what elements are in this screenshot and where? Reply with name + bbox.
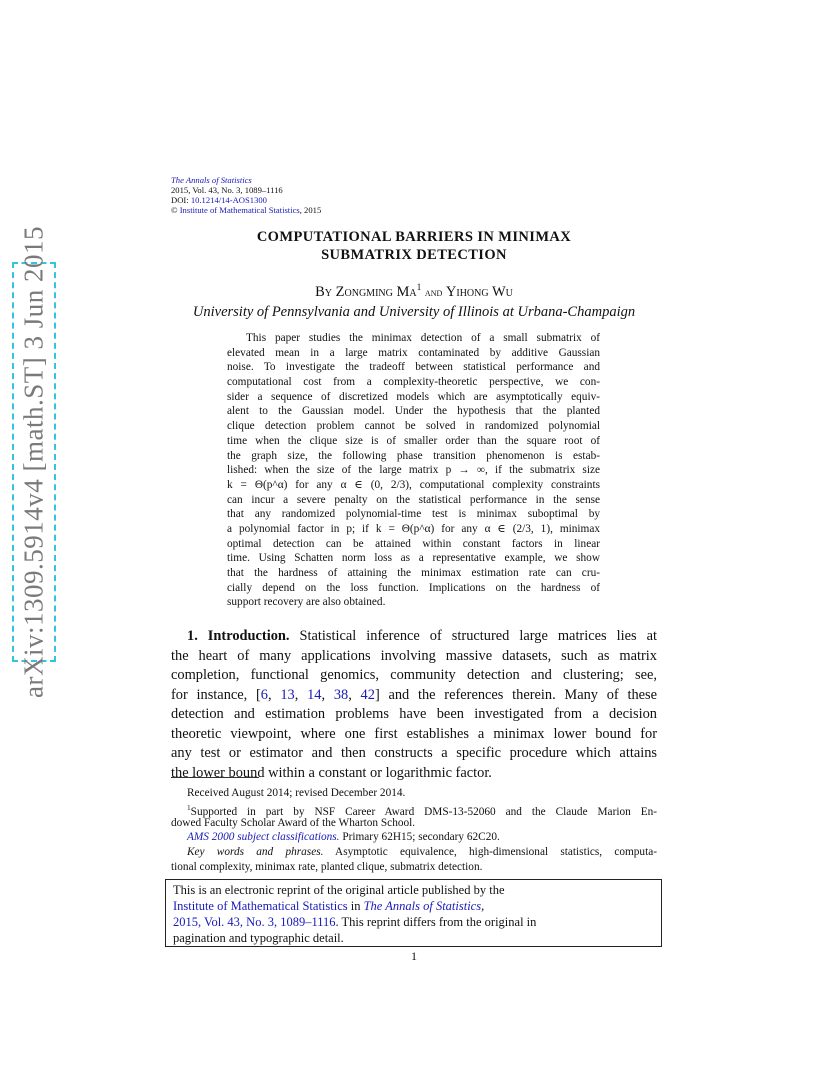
arxiv-id: arXiv:1309.5914v4 [math.ST] 3 Jun 2015	[18, 226, 49, 698]
volume-line: 2015, Vol. 43, No. 3, 1089–1116	[171, 185, 283, 195]
citation-link[interactable]: 42	[360, 686, 375, 703]
reprint-notice: This is an electronic reprint of the original article published by the Institute of Mathematical Statistics in The Annals of Statistics, 2015, Vol. 43, No. 3, 1089–1116. This reprint differs from the original in pagination and typographic detail.	[165, 879, 662, 947]
affiliation: University of Pennsylvania and University of Illinois at Urbana-Champaign	[192, 304, 636, 320]
paper-title: COMPUTATIONAL BARRIERS IN MINIMAX SUBMATRIX DETECTION	[256, 229, 572, 263]
citation-link[interactable]: 38	[333, 686, 349, 703]
page-number: 1	[411, 949, 417, 963]
doi-line: DOI: 10.1214/14-AOS1300	[171, 195, 267, 205]
support-note: $^1$Supported in part by NSF Career Award DMS-13-52060 and the Claude Marion En-	[187, 802, 657, 818]
received-note: Received August 2014; revised December 2014.	[187, 787, 406, 799]
citation-link[interactable]: 6	[260, 686, 268, 703]
author-1: Zongming Ma	[335, 283, 417, 300]
citation-link[interactable]: 2015, Vol. 43, No. 3, 1089–1116	[173, 915, 336, 929]
journal-link[interactable]: The Annals of Statistics	[171, 175, 252, 185]
introduction: 1. Introduction. Statistical inference of structured large matrices lies at the heart of many applications involving massive datasets, such as matrix completion, functional genomics, community detection and clustering; see, for instance, [6, 13, 14, 38, 42] and the references therein. Many of these detection and estimation problems have been investigated from a decision theoretic viewpoint, where one first establishes a minimax lower bound for any test or estimator and then constructs a specific procedure which attains the lower bound within a constant or logarithmic factor.	[171, 628, 658, 781]
section-heading: 1. Introduction.	[187, 628, 290, 644]
citation-link[interactable]: 14	[307, 686, 322, 703]
publisher-link[interactable]: Institute of Mathematical Statistics	[179, 205, 300, 215]
copyright-symbol: ©	[171, 205, 178, 215]
ams-link[interactable]: AMS 2000 subject classifications.	[187, 831, 340, 844]
journal-header	[171, 175, 471, 215]
authors: By Zongming Ma$^1$ and Yihong Wu	[315, 283, 513, 300]
keywords: Key words and phrases. Asymptotic equivalence, high-dimensional statistics, computa-	[187, 846, 657, 859]
citation-link[interactable]: 13	[280, 686, 295, 703]
arxiv-stamp	[12, 226, 56, 698]
copyright-line: © Institute of Mathematical Statistics, 2015	[171, 205, 322, 215]
author-2: Yihong Wu	[445, 283, 513, 300]
footnotes: Received August 2014; revised December 2014. $^1$Supported in part by NSF Career Award DMS-13-52060 and the Claude Marion En- dowed Faculty Scholar Award of the Wharton School. AMS 2000 subject classifications. Primary 62H15; secondary 62C20. Key words and phrases. Asymptotic equivalence, high-dimensional statistics, computa- tional complexity, minimax rate, planted clique, submatrix detection.	[171, 787, 657, 873]
citation-line: for instance, [6, 13, 14, 38, 42] and the references therein. Many of these	[171, 686, 658, 703]
journal-link[interactable]: The Annals of Statistics	[363, 899, 482, 913]
abstract: This paper studies the minimax detection of a small submatrix of elevated mean in a large matrix contaminated by additive Gaussian noise. To investigate the tradeoff between statistical performance and computational cost from a complexity-theoretic perspective, we con- sider a sequence of discretized models which are asymptotically equiv- alent to the Gaussian model. Under the hypothesis that the planted clique detection problem cannot be solved in randomized polynomial time when the clique size is of smaller order than the square root of the graph size, the following phase transition phenomenon is estab- lished: when the size of the large matrix p → ∞, if the submatrix size k = Θ(p^α) for any α ∈ (0, 2/3), computational complexity constraints can incur a severe penalty on the statistical performance in the sense that any randomized polynomial-time test is minimax suboptimal by a polynomial factor in p; if k = Θ(p^α) for any α ∈ (2/3, 1), minimax optimal detection can be attained within constant factors in linear time. Using Schatten norm loss as a representative example, we show that the hardness of attaining the minimax estimation rate can cru- cially depend on the loss function. Implications on the hardness of support recovery are also obtained.	[227, 332, 600, 609]
doi-link[interactable]: 10.1214/14-AOS1300	[190, 195, 267, 205]
footnote-rule	[171, 777, 259, 778]
ams-classification: AMS 2000 subject classifications. Primary 62H15; secondary 62C20.	[187, 831, 500, 844]
publisher-link[interactable]: Institute of Mathematical Statistics	[173, 899, 348, 913]
